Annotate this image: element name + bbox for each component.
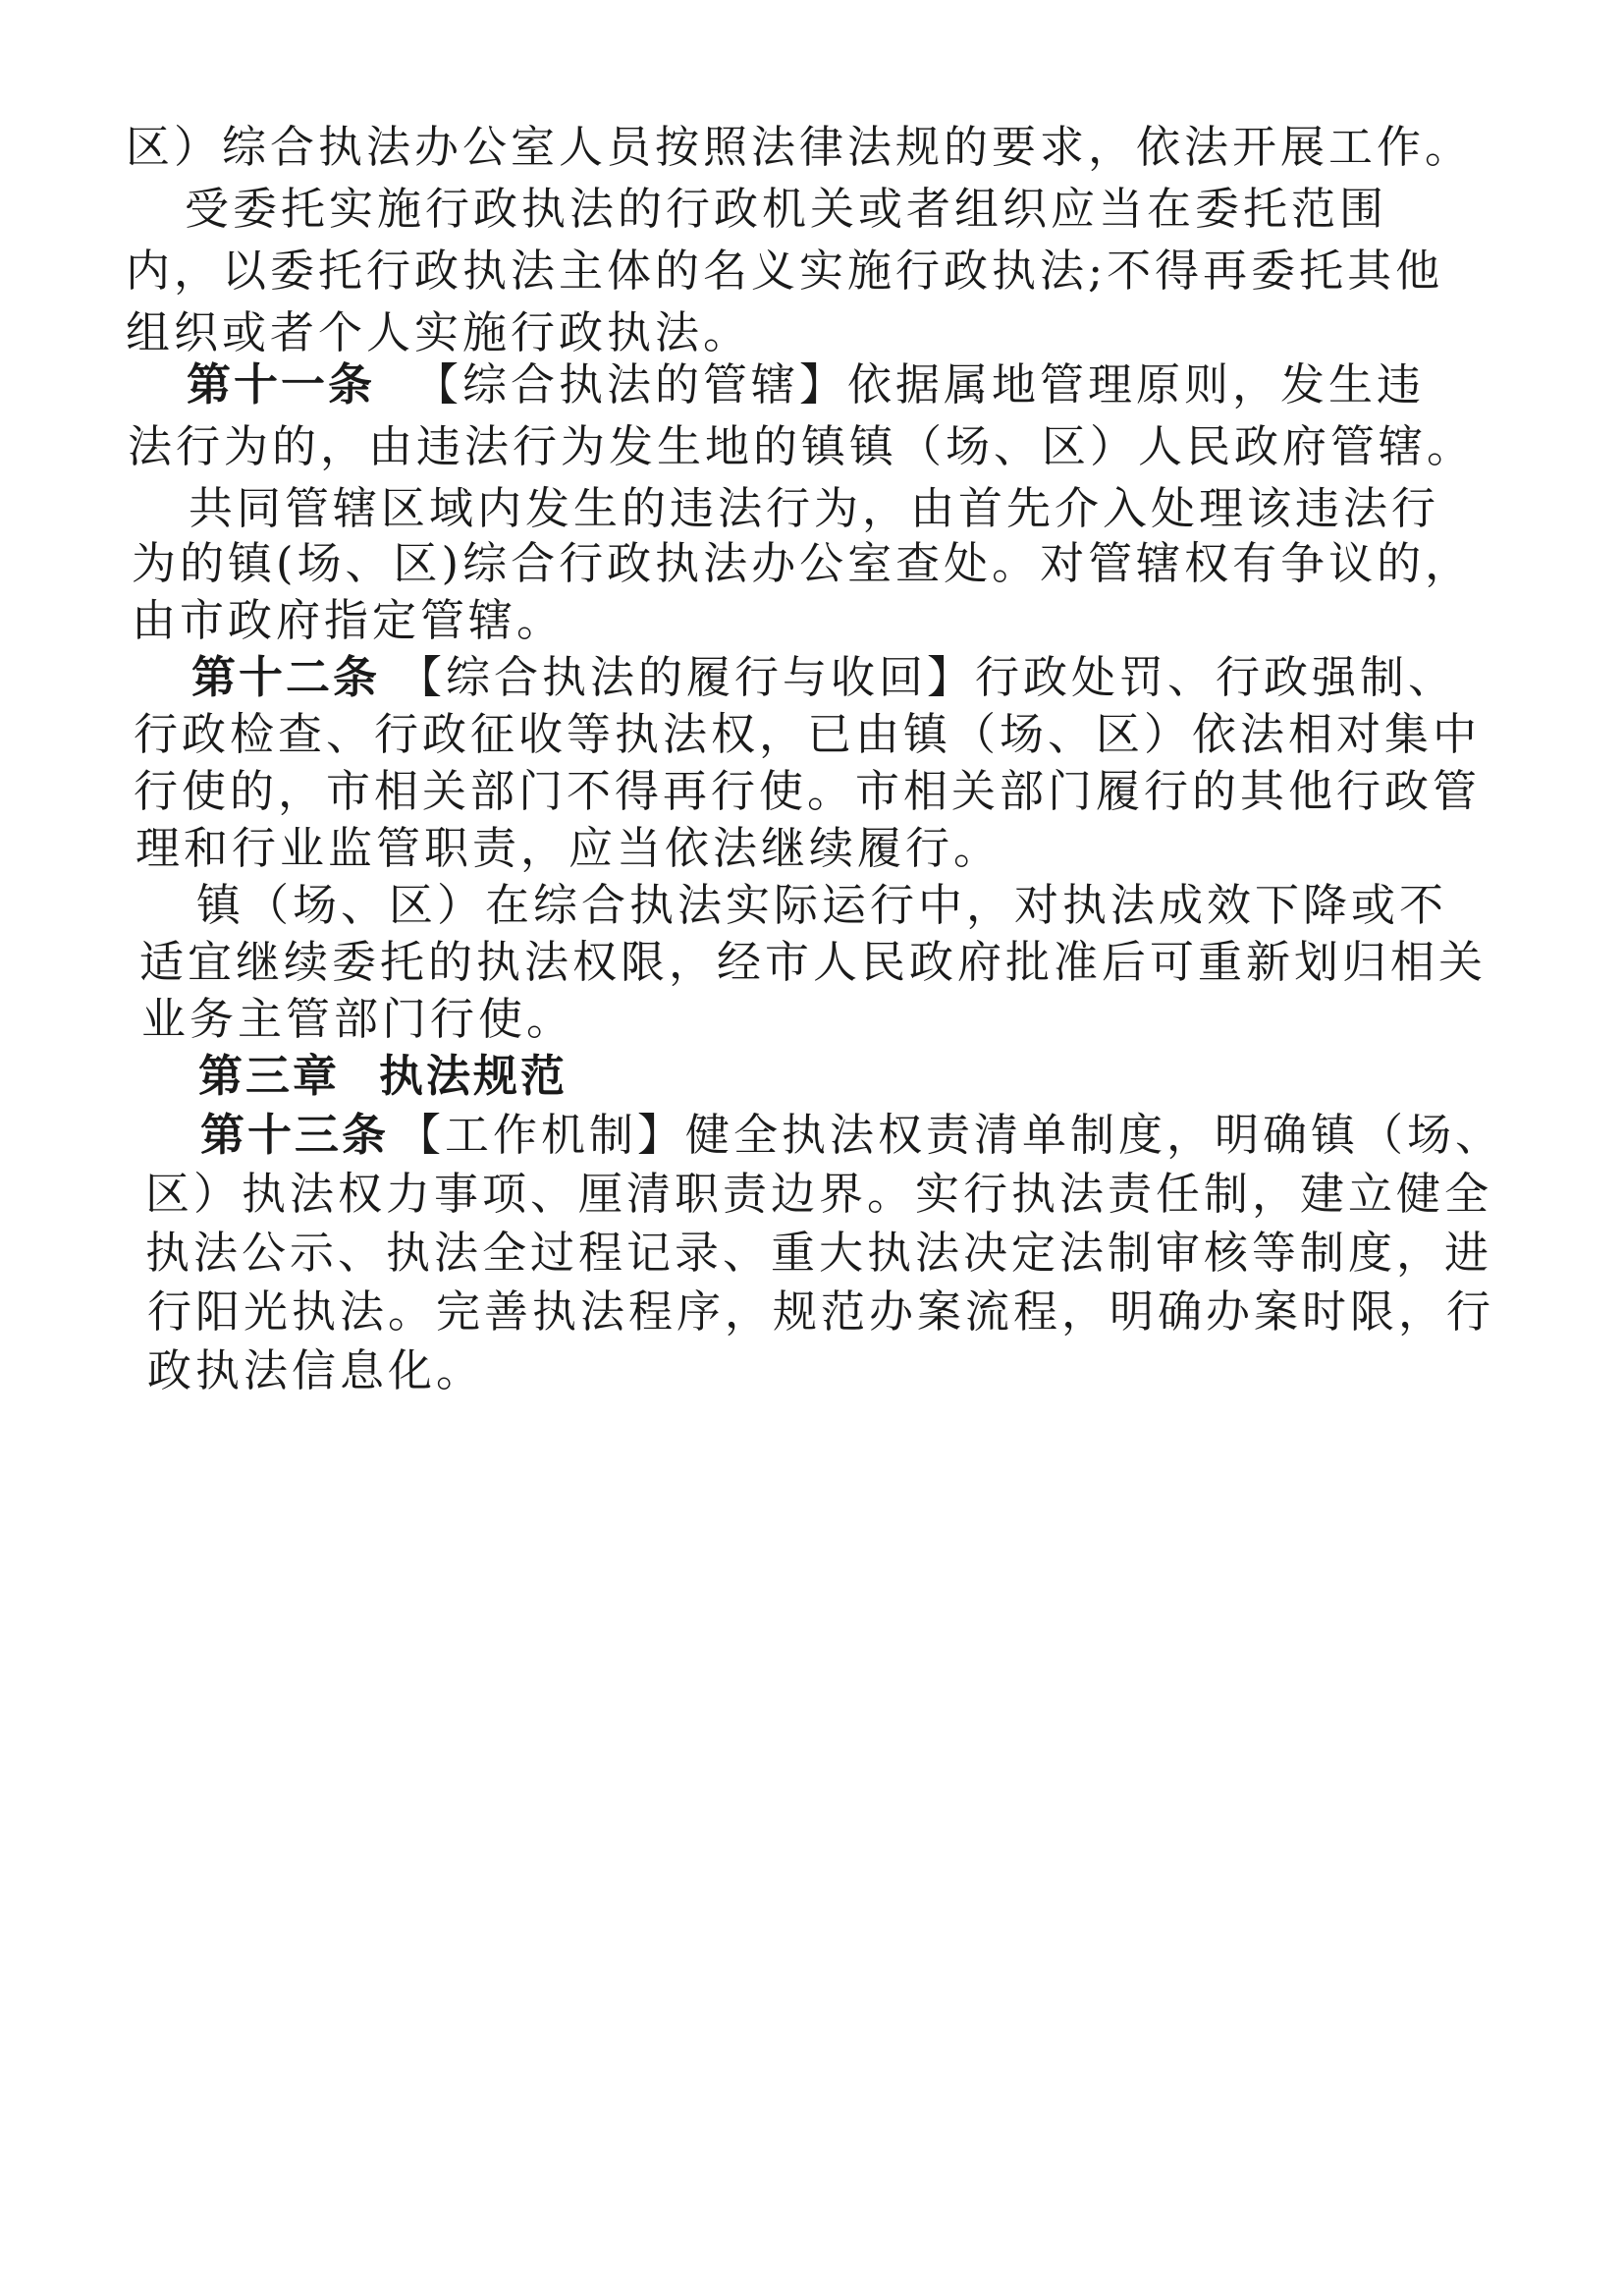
article-text: 【综合执法的管辖】依据属地管理原则，发生违: [414, 358, 1426, 410]
paragraph-line: 政执法信息化。: [147, 1344, 485, 1396]
paragraph-line: 区）综合执法办公室人员按照法律法规的要求，依法开展工作。: [126, 121, 1474, 173]
paragraph-line: 理和行业监管职责，应当依法继续履行。: [135, 822, 1002, 874]
article-title: 第十一条: [187, 358, 376, 410]
paragraph-line: 内，以委托行政执法主体的名义实施行政执法;不得再委托其他: [126, 245, 1444, 297]
paragraph-line: 业务主管部门行使。: [141, 993, 575, 1045]
paragraph-line: 行使的，市相关部门不得再行使。市相关部门履行的其他行政管: [134, 765, 1482, 817]
paragraph-line: 为的镇(场、区)综合行政执法办公室查处。对管辖权有争议的，: [132, 537, 1474, 589]
chapter-title: 执法规范: [379, 1050, 568, 1102]
article-text: 【工作机制】健全执法权责清单制度，明确镇（场、: [397, 1109, 1504, 1161]
paragraph-line: 行阳光执法。完善执法程序，规范办案流程，明确办案时限，行: [147, 1285, 1495, 1338]
paragraph-line: 执法公示、执法全过程记录、重大执法决定法制审核等制度，进: [145, 1227, 1493, 1279]
article-title: 第十二条: [191, 651, 381, 703]
article-13: [200, 1106, 1503, 1165]
paragraph-line: 适宜继续委托的执法权限，经市人民政府批准后可重新划归相关: [139, 936, 1488, 988]
chapter-heading: [198, 1047, 568, 1106]
article-11: [187, 355, 1425, 414]
paragraph-line: 镇（场、区）在综合执法实际运行中，对执法成效下降或不: [196, 879, 1448, 931]
paragraph-line: 法行为的，由违法行为发生地的镇镇（场、区）人民政府管辖。: [128, 420, 1476, 472]
article-12: [191, 648, 1456, 707]
paragraph-line: 由市政府指定管辖。: [132, 594, 566, 646]
paragraph-line: 受委托实施行政执法的行政机关或者组织应当在委托范围: [185, 183, 1388, 235]
paragraph-line: 共同管辖区域内发生的违法行为，由首先介入处理该违法行: [189, 482, 1440, 534]
chapter-number: 第三章: [198, 1050, 341, 1102]
paragraph-line: 行政检查、行政征收等执法权，已由镇（场、区）依法相对集中: [134, 708, 1482, 760]
article-title: 第十三条: [200, 1109, 390, 1161]
paragraph-line: 组织或者个人实施行政执法。: [126, 306, 752, 358]
paragraph-line: 区）执法权力事项、厘清职责边界。实行执法责任制，建立健全: [145, 1168, 1493, 1220]
article-text: 【综合执法的履行与收回】行政处罚、行政强制、: [398, 651, 1457, 703]
